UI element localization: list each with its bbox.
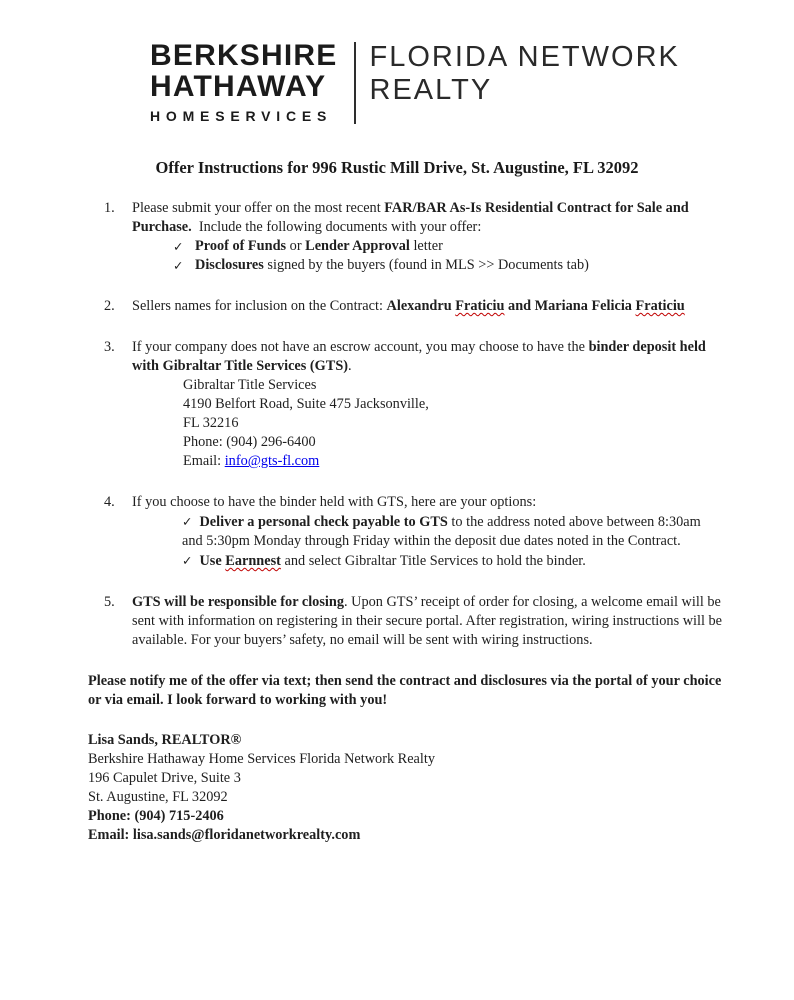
- text-run: Include the following documents with your offer:: [191, 219, 482, 235]
- signature-block: [88, 731, 722, 845]
- check-icon: ✓: [182, 553, 193, 568]
- paragraph: [132, 199, 722, 237]
- list-item-5: [88, 593, 722, 650]
- gts-phone: Phone: (904) 296-6400: [183, 434, 316, 450]
- text-run: . Upon GTS’ receipt of order for closing, a welcome email will be sent with information on registering in their secure portal. After registration, wiring instructions will be available. For your buyers’ safety, no email will be sent with wiring instructions.: [132, 594, 723, 648]
- list-number-5: 5.: [104, 594, 115, 610]
- signature-company: Berkshire Hathaway Home Services Florida Network Realty: [88, 751, 435, 767]
- signature-name: Lisa Sands, REALTOR®: [88, 732, 242, 748]
- check-paragraph: [182, 512, 722, 551]
- checklist-text: [195, 256, 589, 275]
- document-title: Offer Instructions for 996 Rustic Mill Drive, St. Augustine, FL 32092: [155, 158, 639, 177]
- berkshire-hathaway-wordmark: [150, 40, 338, 124]
- text-run-bold: GTS will be responsible for closing: [132, 594, 344, 610]
- logo-berkshire-text: BERKSHIRE: [150, 39, 338, 72]
- text-run-bold: Alexandru: [386, 298, 456, 314]
- text-run-bold: Deliver a personal check payable to GTS: [199, 514, 448, 530]
- gts-street-address: 4190 Belfort Road, Suite 475 Jacksonville,: [183, 396, 429, 412]
- paragraph: If you choose to have the binder held with GTS, here are your options:: [132, 494, 537, 510]
- signature-phone: Phone: (904) 715-2406: [88, 808, 224, 824]
- list-number-1: 1.: [104, 200, 115, 216]
- list-number-3: 3.: [104, 339, 115, 355]
- list-item-3: [88, 338, 722, 471]
- text-run-bold: Lender Approval: [305, 238, 410, 254]
- brand-logo: [150, 0, 794, 124]
- florida-network-realty-wordmark: [370, 40, 680, 124]
- text-run-bold: Disclosures: [195, 257, 264, 273]
- gts-company-name: Gibraltar Title Services: [183, 377, 317, 393]
- gts-city-state-zip: FL 32216: [183, 415, 239, 431]
- check-icon: ✓: [173, 239, 184, 254]
- paragraph: [132, 338, 722, 376]
- logo-hathaway-text: HATHAWAY: [150, 70, 327, 103]
- checklist-item: [173, 256, 722, 275]
- text-run-bold: FAR/BAR As-Is Residential Contract for Sale and Purchase.: [132, 200, 689, 235]
- text-run: .: [348, 358, 352, 374]
- text-run: If your company does not have an escrow account, you may choose to have the: [132, 339, 589, 355]
- paragraph: [132, 593, 722, 650]
- logo-florida-network-text: FLORIDA NETWORK: [369, 41, 680, 73]
- gts-address-block: [183, 376, 722, 471]
- list-number-4: 4.: [104, 494, 115, 510]
- list-item-5-body: [132, 593, 722, 650]
- text-run: signed by the buyers (found in MLS >> Documents tab): [263, 257, 589, 273]
- checklist-text: [195, 237, 443, 256]
- misspelled-word: Fraticiu: [635, 298, 685, 314]
- text-run: letter: [409, 238, 443, 254]
- checklist-item: [173, 237, 722, 256]
- logo-realty-text: REALTY: [369, 74, 493, 106]
- text-run-bold: Proof of Funds: [195, 238, 287, 254]
- text-run: to the address noted above between 8:30am and 5:30pm Monday through Friday within the deposit due dates noted in the Contract.: [182, 514, 701, 549]
- text-run: Sellers names for inclusion on the Contract:: [132, 298, 387, 314]
- text-run: Please submit your offer on the most recent: [132, 200, 385, 216]
- text-run: or: [286, 238, 306, 254]
- signature-address-line2: St. Augustine, FL 32092: [88, 789, 228, 805]
- signature-email: Email: lisa.sands@floridanetworkrealty.com: [88, 827, 361, 843]
- gts-email-link[interactable]: info@gts-fl.com: [224, 453, 320, 469]
- misspelled-word: Earnnest: [225, 553, 281, 569]
- logo-divider: [354, 42, 356, 124]
- text-run-bold: binder deposit held with Gibraltar Title Services (GTS): [132, 339, 706, 374]
- document-body: [88, 199, 722, 845]
- check-icon: ✓: [173, 258, 184, 273]
- misspelled-word: Fraticiu: [455, 298, 505, 314]
- list-item-1: [88, 199, 722, 275]
- text-run-bold: and Mariana Felicia: [504, 298, 636, 314]
- text-run: and select Gibraltar Title Services to hold the binder.: [280, 553, 586, 569]
- list-item-1-body: [132, 199, 722, 275]
- check-paragraph: [182, 551, 722, 571]
- email-label: Email:: [183, 453, 225, 469]
- gts-email-line: [183, 452, 722, 471]
- closing-paragraph: Please notify me of the offer via text; then send the contract and disclosures via the portal of your choice or via email. I look forward to working with you!: [88, 673, 722, 708]
- text-run-bold: Use: [199, 553, 226, 569]
- list-number-2: 2.: [104, 298, 115, 314]
- paragraph: [132, 297, 722, 316]
- logo-homeservices-text: HOMESERVICES: [150, 108, 333, 124]
- list-item-4: [88, 493, 722, 571]
- list-item-2-body: [132, 297, 722, 316]
- list-item-4-body: [132, 493, 722, 571]
- check-icon: ✓: [182, 514, 193, 529]
- signature-address-line1: 196 Capulet Drive, Suite 3: [88, 770, 241, 786]
- list-item-2: [88, 297, 722, 316]
- list-item-3-body: [132, 338, 722, 471]
